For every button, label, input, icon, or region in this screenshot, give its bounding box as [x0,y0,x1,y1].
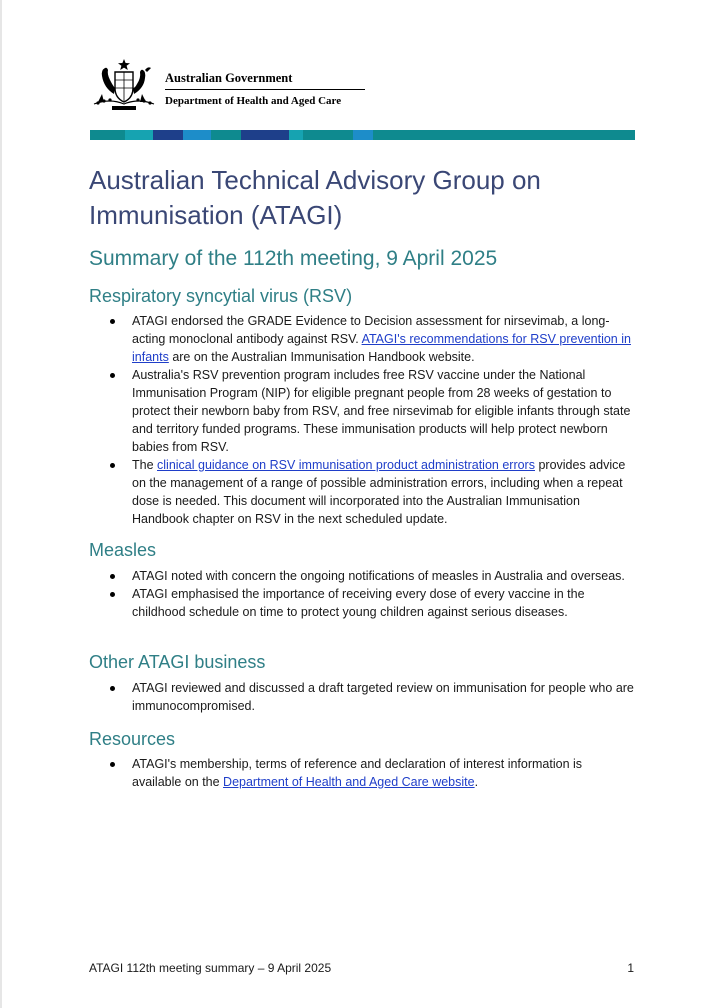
list-item-text: ATAGI noted with concern the ongoing notifications of measles in Australia and overseas. [132,569,625,583]
list-item [89,679,634,715]
band-segment [153,130,183,140]
rsv-recommendations-link[interactable]: ATAGI's recommendations for RSV prevention in infants [132,332,631,364]
bullet-icon [110,319,115,324]
list-item-text: ATAGI's membership, terms of reference and declaration of interest information is available on the [132,757,583,789]
bullet-icon [110,373,115,378]
section-heading-rsv: Respiratory syncytial virus (RSV) [89,286,353,306]
section-heading-measles: Measles [89,540,157,560]
list-item [89,312,634,366]
list-item-text: provides advice on the management of a range of possible administration errors, including when a repeat dose is needed. This document will incorporated into the Australian Immunisation Handbook chapter on RSV in the next scheduled update. [132,458,626,526]
band-segment [241,130,289,140]
list-item-text: Australia's RSV prevention program includes free RSV vaccine under the National Immunisation Program (NIP) for eligible pregnant people from 28 weeks of gestation to protect their newborn baby from RSV, and free nirsevimab for eligible infants through state and territory funded programs. These immunisation products will help protect newborn babies from RSV. [132,368,631,454]
document-subtitle: Summary of the 112th meeting, 9 April 2025 [89,247,498,270]
page-number: 1 [627,961,634,975]
list-item [89,456,634,528]
list-item [89,585,634,621]
footer-text: ATAGI 112th meeting summary – 9 April 2025 [89,961,332,975]
department-website-link[interactable]: Department of Health and Aged Care website [223,775,475,789]
section-heading-resources: Resources [89,729,176,749]
bullet-icon [110,592,115,597]
list-item-text: The [132,458,158,472]
list-item [89,755,634,791]
government-name: Australian Government [165,70,365,90]
list-item [89,567,634,585]
other-list [89,679,634,715]
list-item-text: are on the Australian Immunisation Handbook website. [168,350,475,364]
resources-list [89,755,634,791]
band-segment [125,130,153,140]
list-item-text: ATAGI reviewed and discussed a draft targeted review on immunisation for people who are immunocompromised. [132,681,634,713]
document-title: Australian Technical Advisory Group on Immunisation (ATAGI) [89,165,541,230]
bullet-icon [110,762,115,767]
department-name: Department of Health and Aged Care [165,95,342,107]
bullet-icon [110,463,115,468]
clinical-guidance-link[interactable]: clinical guidance on RSV immunisation product administration errors [157,458,535,472]
list-item-text: ATAGI emphasised the importance of receiving every dose of every vaccine in the childhood schedule on time to protect young children against serious diseases. [132,587,585,619]
bullet-icon [110,574,115,579]
rsv-list [89,312,634,528]
bullet-icon [110,686,115,691]
government-identifier [165,70,365,109]
list-item-text: . [474,775,479,789]
measles-list [89,567,634,621]
list-item [89,366,634,456]
list-item-text: ATAGI endorsed the GRADE Evidence to Decision assessment for nirsevimab, a long-acting monoclonal antibody against RSV. [132,314,610,346]
band-segment [303,130,353,140]
band-segment [289,130,303,140]
colour-band [90,130,635,140]
page-edge [0,0,2,1008]
coat-of-arms-icon [90,58,158,112]
section-heading-other: Other ATAGI business [89,652,266,672]
band-segment [373,130,635,140]
band-segment [90,130,125,140]
band-segment [183,130,211,140]
band-segment [211,130,241,140]
band-segment [353,130,373,140]
